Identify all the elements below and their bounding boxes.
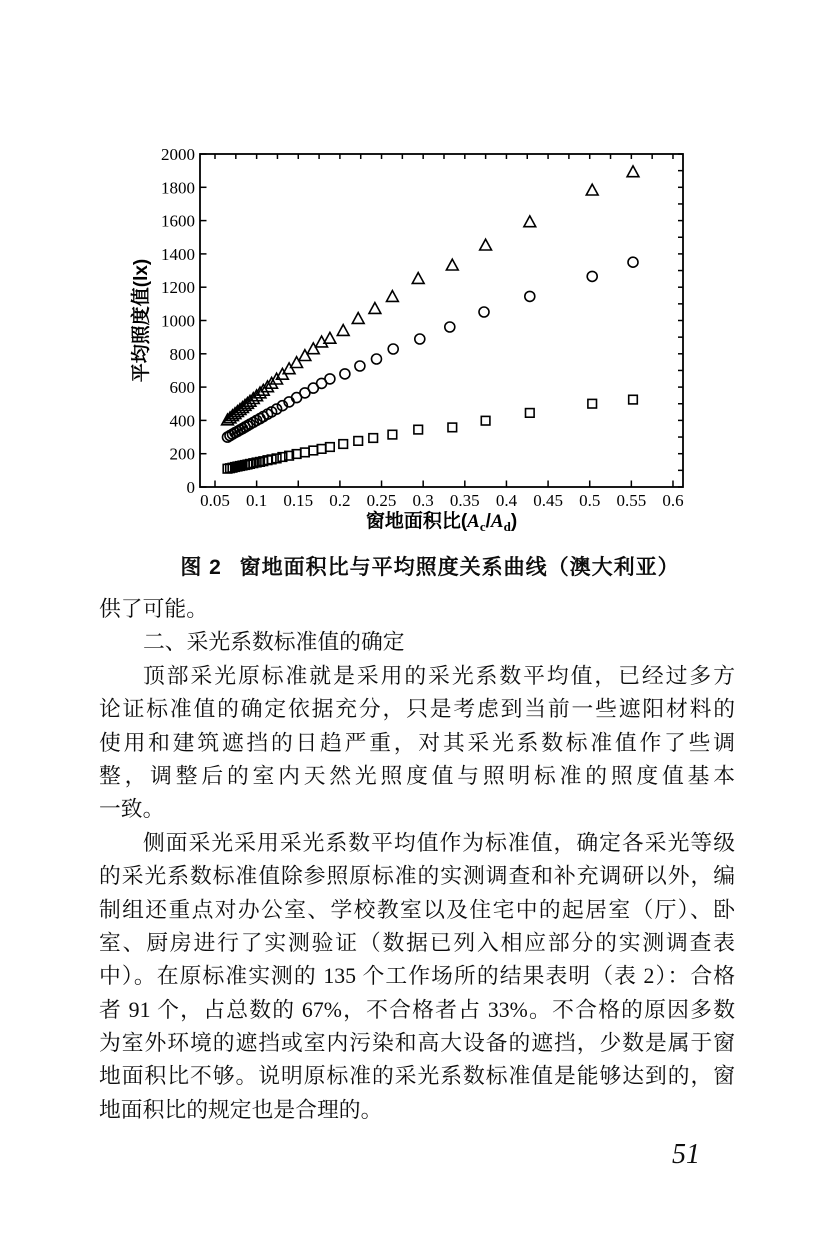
text-line: 顶部采光原标准就是采用的采光系数平均值，已经过多方 bbox=[143, 663, 735, 688]
text-line: 地面积比的规定也是合理的。 bbox=[99, 1097, 383, 1122]
chart-frame bbox=[200, 154, 683, 487]
svg-text:1600: 1600 bbox=[161, 211, 195, 231]
text-line: 整，调整后的室内天然光照度值与照明标准的照度值基本 bbox=[99, 763, 735, 788]
svg-text:800: 800 bbox=[169, 344, 195, 364]
svg-text:1800: 1800 bbox=[161, 178, 195, 198]
svg-text:0.6: 0.6 bbox=[662, 491, 684, 510]
svg-text:0.55: 0.55 bbox=[616, 491, 647, 510]
series-square bbox=[223, 395, 637, 473]
svg-text:0.1: 0.1 bbox=[246, 491, 268, 510]
svg-text:200: 200 bbox=[169, 444, 195, 464]
figure-label: 图 2 bbox=[180, 556, 222, 579]
svg-text:2000: 2000 bbox=[161, 145, 195, 164]
text-line: 制组还重点对办公室、学校教室以及住宅中的起居室（厅）、卧 bbox=[99, 897, 735, 922]
series-triangle bbox=[222, 166, 639, 425]
text-line: 一致。 bbox=[99, 797, 165, 822]
svg-text:0.15: 0.15 bbox=[283, 491, 314, 510]
text-line: 供了可能。 bbox=[99, 597, 208, 621]
svg-text:0.05: 0.05 bbox=[200, 491, 230, 510]
svg-text:0.25: 0.25 bbox=[366, 491, 397, 510]
y-tick-labels bbox=[161, 145, 195, 497]
series-circle bbox=[223, 257, 639, 442]
text-line: 地面积比不够。说明原标准的采光系数标准值是能够达到的，窗 bbox=[99, 1064, 735, 1089]
figure-title: 窗地面积比与平均照度关系曲线（澳大利亚） bbox=[239, 556, 680, 579]
x-axis-label: 窗地面积比$(A_c/A_d)$ bbox=[365, 511, 518, 534]
text-line: 者 91 个，占总数的 67%，不合格者占 33%。不合格的原因多数 bbox=[99, 997, 735, 1022]
axis-ticks bbox=[200, 154, 683, 487]
svg-text:0.3: 0.3 bbox=[412, 491, 434, 510]
svg-text:0.35: 0.35 bbox=[449, 491, 480, 510]
svg-text:0.5: 0.5 bbox=[579, 491, 601, 510]
text-line: 的采光系数标准值除参照原标准的实测调查和补充调研以外，编 bbox=[99, 864, 735, 889]
page-number: 51 bbox=[672, 1139, 700, 1170]
text-line: 室、厨房进行了实测验证（数据已列入相应部分的实测调查表 bbox=[99, 930, 735, 955]
svg-text:400: 400 bbox=[169, 411, 195, 431]
scatter-chart bbox=[0, 0, 827, 560]
body-text bbox=[99, 593, 735, 1127]
text-line: 为室外环境的遮挡或室内污染和高大设备的遮挡，少数是属于窗 bbox=[99, 1031, 735, 1056]
x-tick-labels bbox=[200, 491, 683, 510]
svg-text:1200: 1200 bbox=[161, 278, 195, 298]
svg-text:1000: 1000 bbox=[161, 311, 195, 331]
svg-text:1400: 1400 bbox=[161, 244, 195, 264]
text-line: 使用和建筑遮挡的日趋严重，对其采光系数标准值作了些调 bbox=[99, 730, 735, 755]
svg-text:0: 0 bbox=[186, 478, 195, 497]
text-line: 侧面采光采用采光系数平均值作为标准值，确定各采光等级 bbox=[143, 830, 735, 855]
text-line: 二、采光系数标准值的确定 bbox=[143, 630, 405, 655]
svg-text:600: 600 bbox=[169, 378, 195, 398]
svg-text:0.4: 0.4 bbox=[495, 491, 518, 510]
text-line: 中）。在原标准实测的 135 个工作场所的结果表明（表 2）：合格 bbox=[99, 964, 735, 989]
figure-caption bbox=[130, 551, 730, 581]
svg-text:0.45: 0.45 bbox=[533, 491, 563, 510]
svg-text:0.2: 0.2 bbox=[329, 491, 351, 510]
text-line: 论证标准值的确定依据充分，只是考虑到当前一些遮阳材料的 bbox=[99, 697, 735, 722]
y-axis-label: 平均照度值(lx) bbox=[131, 258, 152, 383]
